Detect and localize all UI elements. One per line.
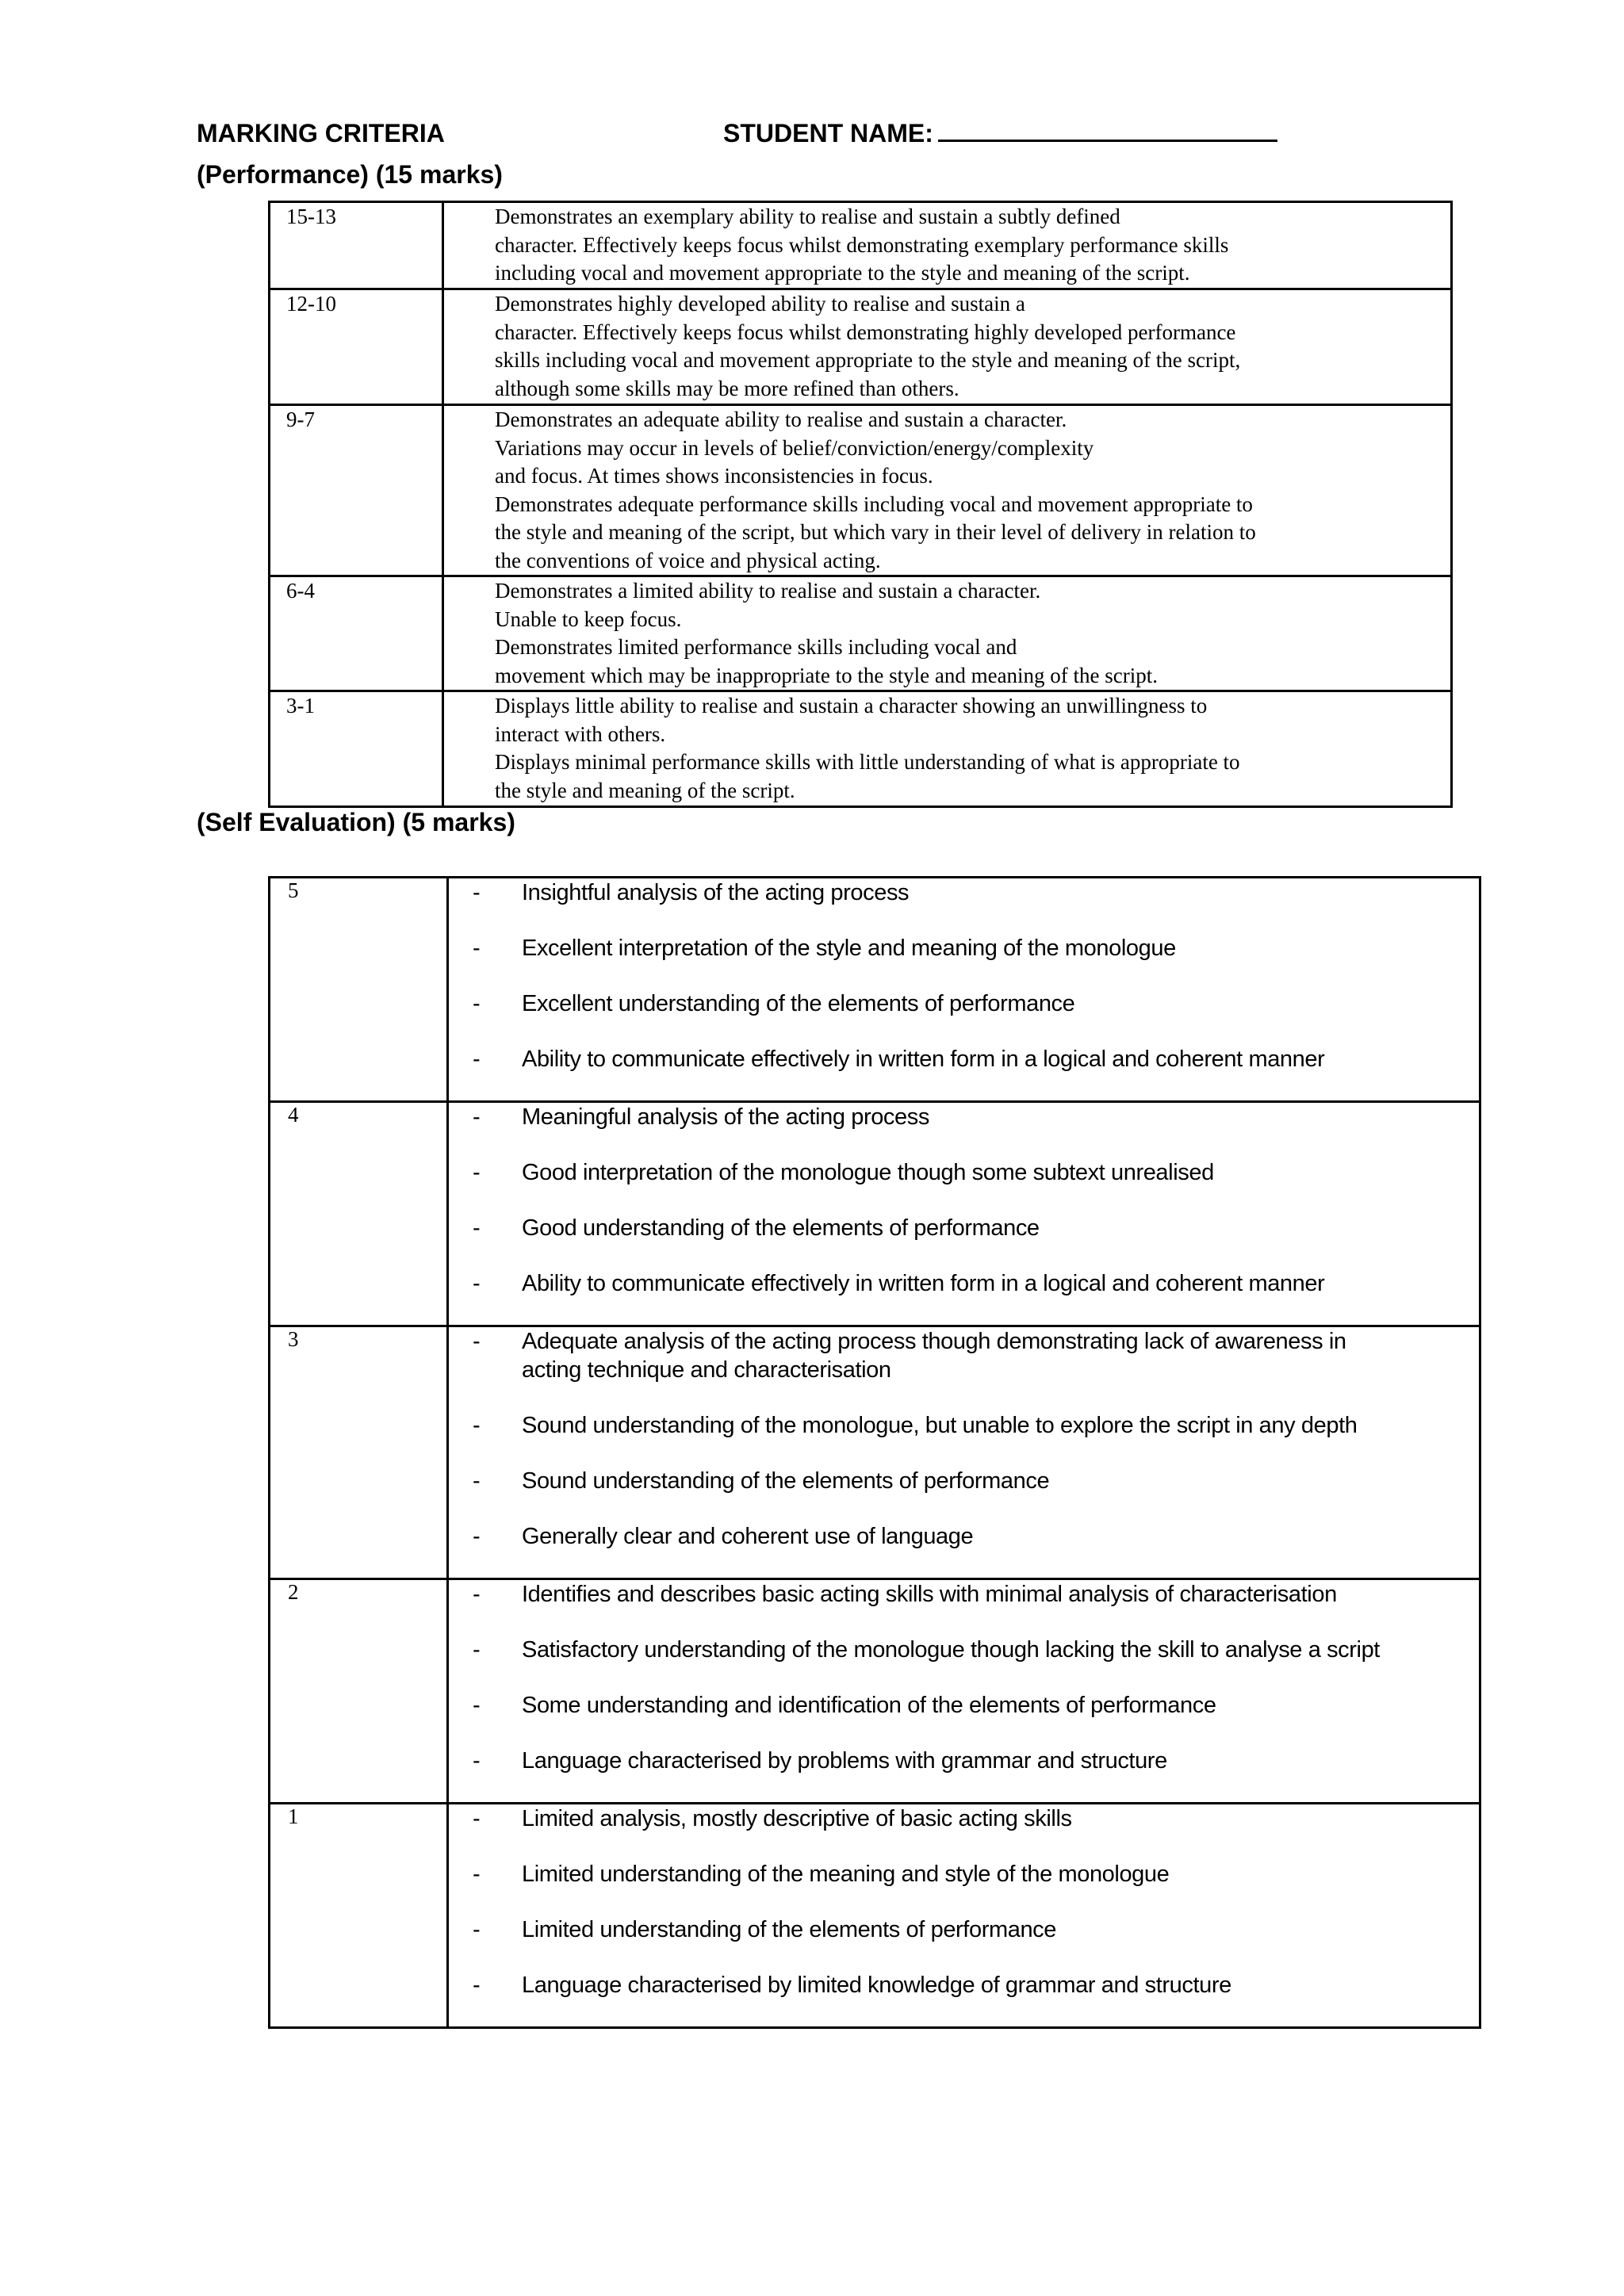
mark-band: 12-10 — [270, 289, 443, 405]
bullet-dash: - — [473, 1693, 481, 1718]
criteria-text: Some understanding and identification of the elements of performance — [522, 1693, 1216, 1718]
bullet-dash: - — [473, 1271, 481, 1296]
criteria-line: Demonstrates an exemplary ability to realise and sustain a subtly defined — [495, 205, 1120, 228]
bullet-dash: - — [473, 880, 481, 905]
list-item — [473, 1327, 1479, 1384]
mark-band: 1 — [270, 1804, 448, 2028]
criteria-description — [443, 576, 1452, 691]
table-row — [270, 202, 1452, 289]
criteria-text: Limited analysis, mostly descriptive of basic acting skills — [522, 1806, 1072, 1831]
criteria-list — [473, 1580, 1479, 1775]
mark-band: 3 — [270, 1326, 448, 1579]
list-item — [473, 1971, 1479, 1999]
self-evaluation-heading: (Self Evaluation) (5 marks) — [197, 808, 515, 836]
criteria-line: Displays minimal performance skills with little understanding of what is appropriate to — [495, 750, 1240, 774]
student-name-blank — [938, 117, 1277, 142]
bullet-dash: - — [473, 1413, 481, 1438]
table-row — [270, 405, 1452, 576]
mark-band: 6-4 — [270, 576, 443, 691]
table-row — [270, 1804, 1480, 2028]
list-item — [473, 878, 1479, 907]
criteria-text: Sound understanding of the elements of performance — [522, 1468, 1050, 1494]
criteria-line: skills including vocal and movement appropriate to the style and meaning of the script, — [495, 348, 1241, 372]
criteria-text: Ability to communicate effectively in written form in a logical and coherent manner — [522, 1047, 1325, 1072]
bullet-dash: - — [473, 1215, 481, 1241]
criteria-text: Limited understanding of the meaning and style of the monologue — [522, 1862, 1170, 1887]
criteria-text: Adequate analysis of the acting process though demonstrating lack of awareness in acting technique and characterisation — [522, 1329, 1346, 1383]
bullet-dash: - — [473, 1862, 481, 1887]
list-item — [473, 1467, 1479, 1495]
criteria-line: character. Effectively keeps focus whilst demonstrating highly developed performance — [495, 320, 1236, 344]
bullet-dash: - — [473, 1104, 481, 1130]
list-item — [473, 1915, 1479, 1944]
criteria-list — [473, 1327, 1479, 1551]
bullet-dash: - — [473, 1806, 481, 1831]
bullet-dash: - — [473, 991, 481, 1016]
criteria-text: Language characterised by limited knowledge of grammar and structure — [522, 1973, 1231, 1998]
bullet-dash: - — [473, 1917, 481, 1942]
self-evaluation-table — [268, 876, 1481, 2029]
criteria-text: Generally clear and coherent use of language — [522, 1524, 974, 1549]
criteria-text: Language characterised by problems with grammar and structure — [522, 1748, 1167, 1774]
bullet-dash: - — [473, 1468, 481, 1494]
criteria-text: Good interpretation of the monologue though some subtext unrealised — [522, 1160, 1214, 1185]
student-name-field — [723, 117, 1277, 149]
performance-heading: (Performance) (15 marks) — [197, 160, 503, 189]
criteria-list — [473, 1103, 1479, 1298]
criteria-line: Displays little ability to realise and sustain a character showing an unwillingness to — [495, 694, 1208, 718]
criteria-line: including vocal and movement appropriate to the style and meaning of the script. — [495, 261, 1190, 285]
list-item — [473, 934, 1479, 962]
criteria-list-cell — [448, 1579, 1480, 1804]
bullet-dash: - — [473, 1047, 481, 1072]
criteria-line: although some skills may be more refined than others. — [495, 376, 959, 400]
criteria-text: Sound understanding of the monologue, but unable to explore the script in any depth — [522, 1413, 1358, 1438]
list-item — [473, 1411, 1479, 1440]
list-item — [473, 1269, 1479, 1298]
criteria-line: Demonstrates limited performance skills including vocal and — [495, 635, 1017, 659]
table-row — [270, 878, 1480, 1102]
bullet-dash: - — [473, 1329, 481, 1354]
criteria-list-cell — [448, 1102, 1480, 1326]
list-item — [473, 989, 1479, 1018]
list-item — [473, 1691, 1479, 1720]
student-name-label: STUDENT NAME: — [723, 119, 933, 147]
criteria-text: Meaningful analysis of the acting process — [522, 1104, 929, 1130]
list-item — [473, 1580, 1479, 1609]
bullet-dash: - — [473, 1637, 481, 1663]
mark-band: 2 — [270, 1579, 448, 1804]
criteria-line: Demonstrates adequate performance skills including vocal and movement appropriate to — [495, 492, 1253, 516]
document-title: MARKING CRITERIA — [197, 119, 445, 147]
criteria-line: character. Effectively keeps focus whilst demonstrating exemplary performance skills — [495, 232, 1229, 257]
criteria-text: Good understanding of the elements of performance — [522, 1215, 1040, 1241]
mark-band: 9-7 — [270, 405, 443, 576]
criteria-text: Identifies and describes basic acting skills with minimal analysis of characterisation — [522, 1582, 1337, 1607]
bullet-dash: - — [473, 1160, 481, 1185]
mark-band: 5 — [270, 878, 448, 1102]
bullet-dash: - — [473, 1973, 481, 1998]
criteria-list-cell — [448, 878, 1480, 1102]
criteria-text: Excellent understanding of the elements of performance — [522, 991, 1075, 1016]
criteria-line: Unable to keep focus. — [495, 607, 682, 631]
criteria-description — [443, 289, 1452, 405]
criteria-description — [443, 691, 1452, 807]
table-row — [270, 691, 1452, 807]
list-item — [473, 1747, 1479, 1775]
table-row — [270, 1326, 1480, 1579]
criteria-line: Demonstrates a limited ability to realise and sustain a character. — [495, 579, 1041, 603]
table-row — [270, 576, 1452, 691]
bullet-dash: - — [473, 1748, 481, 1774]
criteria-line: Variations may occur in levels of belief/conviction/energy/complexity — [495, 435, 1094, 460]
performance-criteria-table — [268, 201, 1453, 808]
criteria-text: Insightful analysis of the acting process — [522, 880, 910, 905]
list-item — [473, 1860, 1479, 1888]
list-item — [473, 1636, 1479, 1664]
list-item — [473, 1103, 1479, 1131]
bullet-dash: - — [473, 936, 481, 961]
table-row — [270, 289, 1452, 405]
criteria-line: the conventions of voice and physical acting. — [495, 548, 881, 572]
table-row — [270, 1102, 1480, 1326]
criteria-text: Ability to communicate effectively in written form in a logical and coherent manner — [522, 1271, 1325, 1296]
criteria-list — [473, 878, 1479, 1073]
criteria-line: movement which may be inappropriate to the style and meaning of the script. — [495, 663, 1159, 687]
table-row — [270, 1579, 1480, 1804]
criteria-description — [443, 202, 1452, 289]
list-item — [473, 1158, 1479, 1187]
criteria-list-cell — [448, 1804, 1480, 2028]
criteria-text: Satisfactory understanding of the monologue though lacking the skill to analyse a script — [522, 1637, 1380, 1663]
criteria-line: Demonstrates highly developed ability to realise and sustain a — [495, 292, 1025, 316]
bullet-dash: - — [473, 1524, 481, 1549]
criteria-list — [473, 1804, 1479, 1999]
criteria-line: interact with others. — [495, 721, 666, 746]
mark-band: 15-13 — [270, 202, 443, 289]
mark-band: 4 — [270, 1102, 448, 1326]
list-item — [473, 1045, 1479, 1073]
criteria-line: and focus. At times shows inconsistencies in focus. — [495, 464, 933, 488]
list-item — [473, 1804, 1479, 1833]
list-item — [473, 1522, 1479, 1551]
mark-band: 3-1 — [270, 691, 443, 807]
criteria-line: the style and meaning of the script, but which vary in their level of delivery in relation to — [495, 520, 1256, 544]
list-item — [473, 1214, 1479, 1242]
criteria-description — [443, 405, 1452, 576]
criteria-text: Excellent interpretation of the style and meaning of the monologue — [522, 936, 1176, 961]
criteria-line: the style and meaning of the script. — [495, 778, 795, 802]
criteria-text: Limited understanding of the elements of performance — [522, 1917, 1056, 1942]
bullet-dash: - — [473, 1582, 481, 1607]
criteria-list-cell — [448, 1326, 1480, 1579]
criteria-line: Demonstrates an adequate ability to realise and sustain a character. — [495, 408, 1067, 431]
